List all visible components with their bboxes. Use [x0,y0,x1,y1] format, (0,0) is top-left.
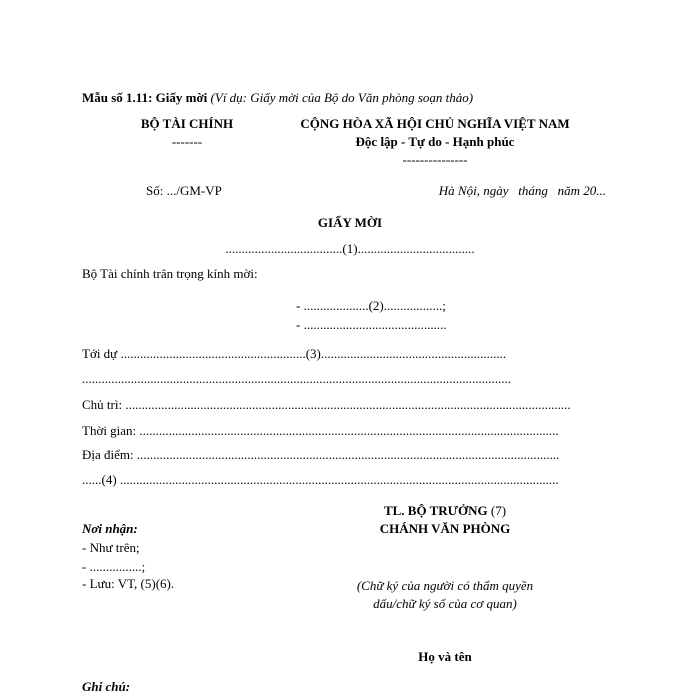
ministry-rule: ------- [171,134,203,149]
footnote-heading: Ghi chú: [82,679,131,694]
place-date: Hà Nội, ngày tháng năm 20... [438,183,606,198]
signature-note-1: (Chữ ký của người có thẩm quyền [356,578,534,593]
recipient-item: - ................; [82,559,146,574]
recipients-heading: Nơi nhận: [82,521,138,536]
attend-continuation: .................................................................................................................................... [82,371,511,386]
invitee-line-1: - ....................(2)..................; [296,298,446,313]
extra-line: ......(4) ....................................................................................................................................... [82,472,559,487]
document-subtitle: ....................................(1).................................... [225,241,475,256]
time-line: Thời gian: ................................................................................................................................. [82,423,559,438]
form-note: (Ví dụ: Giấy mời của Bộ do Văn phòng soạn thảo) [210,90,474,105]
nation-name: CỘNG HÒA XÃ HỘI CHỦ NGHĨA VIỆT NAM [300,116,570,131]
form-label: Mẫu số 1.11: Giấy mời [82,90,208,105]
ministry-name: BỘ TÀI CHÍNH [140,116,234,131]
recipient-item: - Lưu: VT, (5)(6). [82,576,175,591]
signature-position: CHÁNH VĂN PHÒNG [379,521,511,536]
document-number: Số: .../GM-VP [146,183,222,198]
recipient-item: - Như trên; [82,540,140,555]
signature-title: TL. BỘ TRƯỞNG [383,503,488,518]
place-line: Địa điểm: .................................................................................................................................. [82,447,560,462]
form-label-line [82,90,473,106]
signature-title-note: (7) [487,503,507,518]
invitee-line-2: - ............................................ [296,317,447,332]
intro-text: Bộ Tài chính trân trọng kính mời: [82,266,258,281]
signer-name: Họ và tên [418,649,472,664]
signature-note-2: dấu/chữ ký số của cơ quan) [373,596,517,611]
attend-line: Tới dự .........................................................(3)......................................................... [82,346,507,361]
document-title: GIẤY MỜI [317,215,383,230]
national-motto: Độc lập - Tự do - Hạnh phúc [355,134,515,149]
motto-rule: --------------- [402,152,468,167]
chair-line: Chủ trì: ......................................................................................................................................... [82,397,571,412]
signature-title-line [330,503,560,519]
